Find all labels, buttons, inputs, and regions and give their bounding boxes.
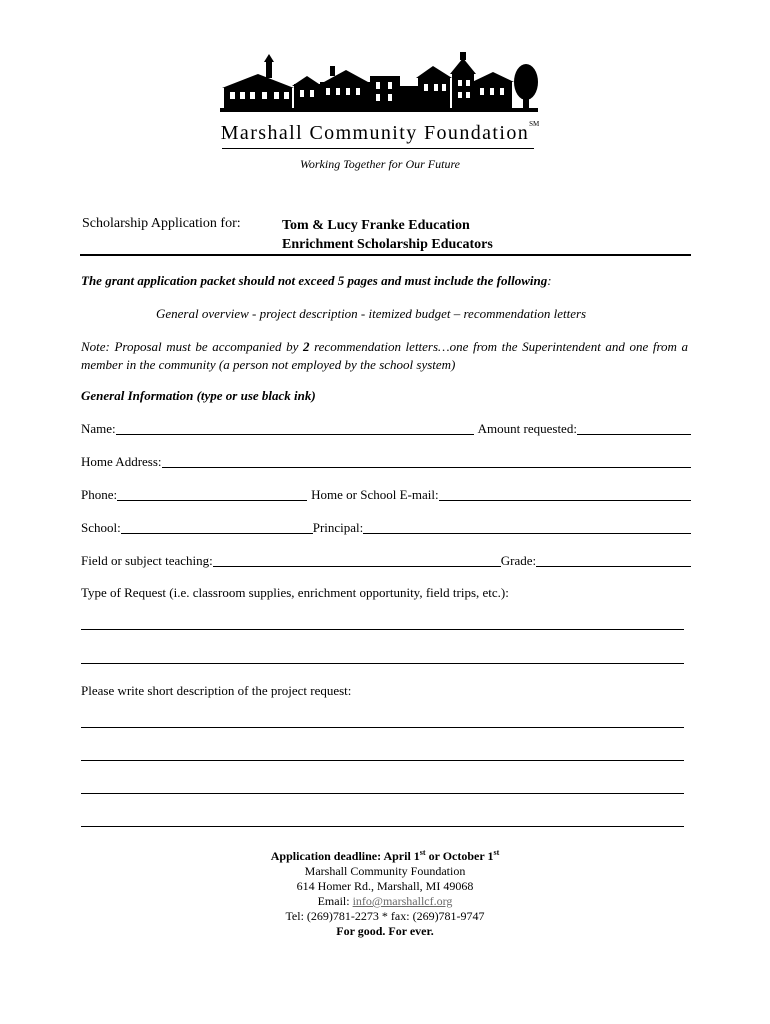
email-field[interactable]	[439, 487, 691, 501]
school-label: School:	[81, 520, 121, 535]
description-line-3[interactable]	[81, 793, 684, 794]
request-type-line-1[interactable]	[81, 629, 684, 630]
recommendation-note: Note: Proposal must be accompanied by 2 recommendation letters…one from the Superintendent and one from a member in the community (a person not employed by the school system)	[81, 339, 688, 372]
description-line-2[interactable]	[81, 760, 684, 761]
service-mark: SM	[529, 120, 540, 128]
name-row	[81, 419, 691, 437]
footer-phone-fax: Tel: (269)781-2273 * fax: (269)781-9747	[285, 909, 485, 923]
scholarship-title-line-1: Tom & Lucy Franke Education	[282, 218, 470, 233]
scholarship-label: Scholarship Application for:	[82, 216, 241, 231]
amount-requested-field[interactable]	[577, 421, 691, 435]
principal-label: Principal:	[312, 520, 364, 535]
home-address-field[interactable]	[162, 454, 691, 468]
email-label: Home or School E-mail:	[311, 487, 439, 502]
packet-contents: General overview - project description - itemized budget – recommendation letters	[156, 306, 587, 321]
field-grade-row	[81, 551, 691, 569]
home-address-label: Home Address:	[81, 454, 162, 469]
email-link[interactable]: info@marshallcf.org	[352, 894, 453, 908]
header-divider	[222, 148, 534, 149]
scholarship-title-line-2: Enrichment Scholarship Educators	[282, 237, 493, 252]
scholarship-title	[282, 216, 493, 254]
phone-label: Phone:	[81, 487, 118, 502]
town-skyline-logo	[220, 48, 540, 120]
description-label: Please write short description of the project request:	[81, 683, 352, 698]
grade-field[interactable]	[536, 553, 691, 567]
footer-slogan: For good. For ever.	[336, 924, 434, 938]
phone-field[interactable]	[117, 487, 307, 501]
title-divider	[80, 254, 691, 256]
request-type-line-2[interactable]	[81, 663, 684, 664]
request-type-label: Type of Request (i.e. classroom supplies, enrichment opportunity, field trips, etc.):	[81, 585, 509, 600]
organization-tagline: Working Together for Our Future	[299, 157, 460, 171]
footer-block	[0, 845, 770, 939]
description-line-1[interactable]	[81, 727, 684, 728]
footer-address: 614 Homer Rd., Marshall, MI 49068	[296, 879, 474, 893]
name-field[interactable]	[116, 421, 474, 435]
footer-email-line: Email: info@marshallcf.org	[317, 894, 453, 908]
school-principal-row	[81, 518, 691, 536]
general-info-heading: General Information (type or use black ink)	[81, 388, 316, 403]
footer-org-name: Marshall Community Foundation	[304, 864, 466, 878]
phone-email-row	[81, 485, 691, 503]
school-field[interactable]	[121, 520, 313, 534]
grade-label: Grade:	[500, 553, 537, 568]
packet-requirements: The grant application packet should not exceed 5 pages and must include the following:	[81, 273, 552, 288]
home-address-row	[81, 452, 691, 470]
application-deadline: Application deadline: April 1st or October 1st	[270, 848, 500, 863]
name-label: Name:	[81, 421, 116, 436]
field-subject-field[interactable]	[213, 553, 501, 567]
field-subject-label: Field or subject teaching:	[81, 553, 213, 568]
organization-name: Marshall Community Foundation℠	[220, 120, 540, 144]
amount-requested-label: Amount requested:	[477, 421, 577, 436]
principal-field[interactable]	[363, 520, 691, 534]
description-line-4[interactable]	[81, 826, 684, 827]
